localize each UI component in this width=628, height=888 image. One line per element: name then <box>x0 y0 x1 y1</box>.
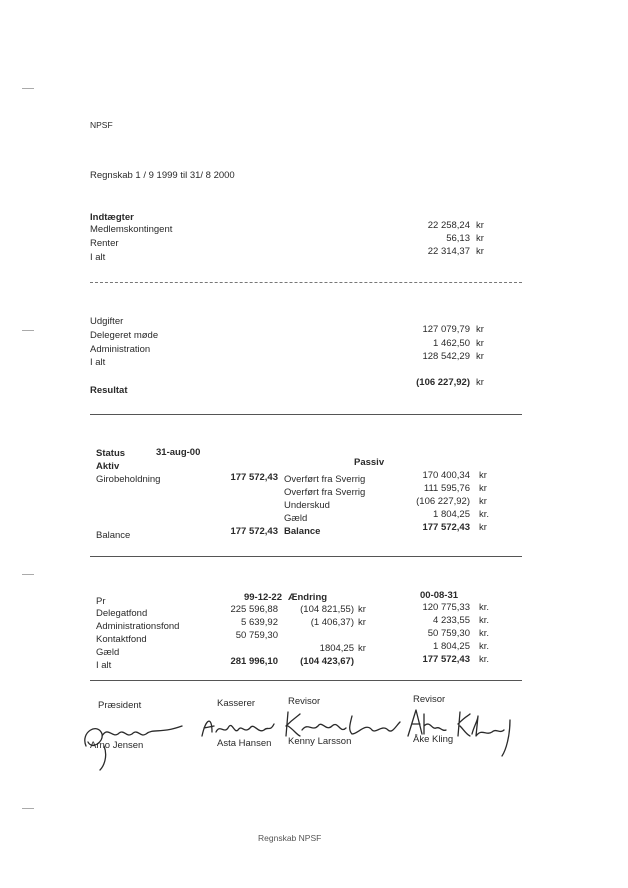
expense-unit: kr <box>476 351 484 362</box>
signatory-role: Præsident <box>98 700 142 711</box>
scan-edge-mark <box>22 330 34 331</box>
funds-c2: (104 423,67) <box>300 656 354 667</box>
result-amount: (106 227,92) <box>416 377 470 388</box>
balance-label: Balance <box>96 530 131 541</box>
expense-label: Delegeret møde <box>90 330 159 341</box>
funds-c1: 281 996,10 <box>230 656 278 667</box>
aktiv-label: Girobeholdning <box>96 474 161 485</box>
passiv-amount: 111 595,76 <box>423 483 470 494</box>
report-subtitle: Regnskab 1 / 9 1999 til 31/ 8 2000 <box>90 170 235 181</box>
funds-col3-header: 00-08-31 <box>420 590 459 601</box>
funds-c2: 1804,25 <box>319 643 354 654</box>
funds-c3-unit: kr. <box>479 628 490 639</box>
income-heading: Indtægter <box>90 212 134 223</box>
funds-c3-unit: kr. <box>479 641 490 652</box>
funds-c1: 50 759,30 <box>235 630 278 641</box>
scan-edge-mark <box>22 574 34 575</box>
funds-c2-unit: kr <box>358 604 366 615</box>
signatory-name: Asta Hansen <box>217 738 272 749</box>
expense-label: Administration <box>90 344 151 355</box>
funds-c2-unit: kr <box>358 643 366 654</box>
expense-amount: 127 079,79 <box>422 324 470 335</box>
divider <box>90 680 522 681</box>
passiv-unit: kr. <box>479 509 490 520</box>
expense-unit: kr <box>476 338 484 349</box>
income-label: I alt <box>90 252 106 263</box>
passiv-amount: 170 400,34 <box>422 470 470 481</box>
result-unit: kr <box>476 377 484 388</box>
divider <box>90 282 522 283</box>
funds-c2: (1 406,37) <box>310 617 354 628</box>
divider <box>90 414 522 415</box>
income-unit: kr <box>476 233 484 244</box>
aktiv-heading: Aktiv <box>96 461 120 472</box>
passiv-label: Overført fra Sverrig <box>284 487 366 498</box>
passiv-label: Gæld <box>284 513 308 524</box>
funds-c2: (104 821,55) <box>300 604 354 615</box>
status-label: Status <box>96 448 126 459</box>
funds-c3: 1 804,25 <box>433 641 470 652</box>
balance-aktiv-amount: 177 572,43 <box>230 526 278 537</box>
funds-c3: 4 233,55 <box>433 615 470 626</box>
funds-c3-unit: kr. <box>479 615 490 626</box>
funds-label: Delegatfond <box>96 608 148 619</box>
status-date: 31-aug-00 <box>156 447 201 458</box>
passiv-label: Underskud <box>284 500 330 511</box>
income-amount: 22 314,37 <box>427 246 470 257</box>
expenses-heading: Udgifter <box>90 316 124 327</box>
funds-c1: 225 596,88 <box>230 604 278 615</box>
income-amount: 22 258,24 <box>427 220 470 231</box>
funds-c3: 50 759,30 <box>427 628 470 639</box>
signatory-name: Arno Jensen <box>90 740 144 751</box>
expense-amount: 128 542,29 <box>422 351 470 362</box>
income-label: Medlemskontingent <box>90 224 173 235</box>
expense-amount: 1 462,50 <box>433 338 470 349</box>
income-unit: kr <box>476 246 484 257</box>
passiv-unit: kr <box>479 496 487 507</box>
funds-label: I alt <box>96 660 112 671</box>
aktiv-amount: 177 572,43 <box>230 472 278 483</box>
scan-edge-mark <box>22 808 34 809</box>
passiv-label: Overført fra Sverrig <box>284 474 366 485</box>
passiv-amount: (106 227,92) <box>416 496 470 507</box>
divider <box>90 556 522 557</box>
funds-label: Administrationsfond <box>96 621 180 632</box>
org-name: NPSF <box>90 120 113 130</box>
signatory-name: Kenny Larsson <box>288 736 352 747</box>
funds-c3-unit: kr. <box>479 602 490 613</box>
balance-passiv-amount: 177 572,43 <box>422 522 470 533</box>
funds-c3: 177 572,43 <box>422 654 470 665</box>
scan-edge-mark <box>22 88 34 89</box>
balance-passiv-label: Balance <box>284 526 321 537</box>
income-label: Renter <box>90 238 119 249</box>
passiv-unit: kr <box>479 470 487 481</box>
funds-label: Gæld <box>96 647 120 658</box>
passiv-amount: 1 804,25 <box>433 509 470 520</box>
balance-passiv-unit: kr <box>479 522 487 533</box>
passiv-heading: Passiv <box>354 457 385 468</box>
expense-unit: kr <box>476 324 484 335</box>
funds-col2-header: Ændring <box>288 592 328 603</box>
funds-pr-label: Pr <box>96 596 106 607</box>
funds-c2-unit: kr <box>358 617 366 628</box>
passiv-unit: kr <box>479 483 487 494</box>
expense-label: I alt <box>90 357 106 368</box>
result-label: Resultat <box>90 385 128 396</box>
signatory-role: Revisor <box>288 696 321 707</box>
income-unit: kr <box>476 220 484 231</box>
funds-col1-header: 99-12-22 <box>243 592 282 603</box>
income-amount: 56,13 <box>446 233 470 244</box>
funds-c1: 5 639,92 <box>241 617 278 628</box>
signatory-name: Åke Kling <box>413 734 454 745</box>
page-footer: Regnskab NPSF <box>258 833 322 843</box>
funds-c3: 120 775,33 <box>422 602 470 613</box>
signatory-role: Revisor <box>413 694 446 705</box>
signatory-role: Kasserer <box>217 698 256 709</box>
funds-c3-unit: kr. <box>479 654 490 665</box>
funds-label: Kontaktfond <box>96 634 147 645</box>
